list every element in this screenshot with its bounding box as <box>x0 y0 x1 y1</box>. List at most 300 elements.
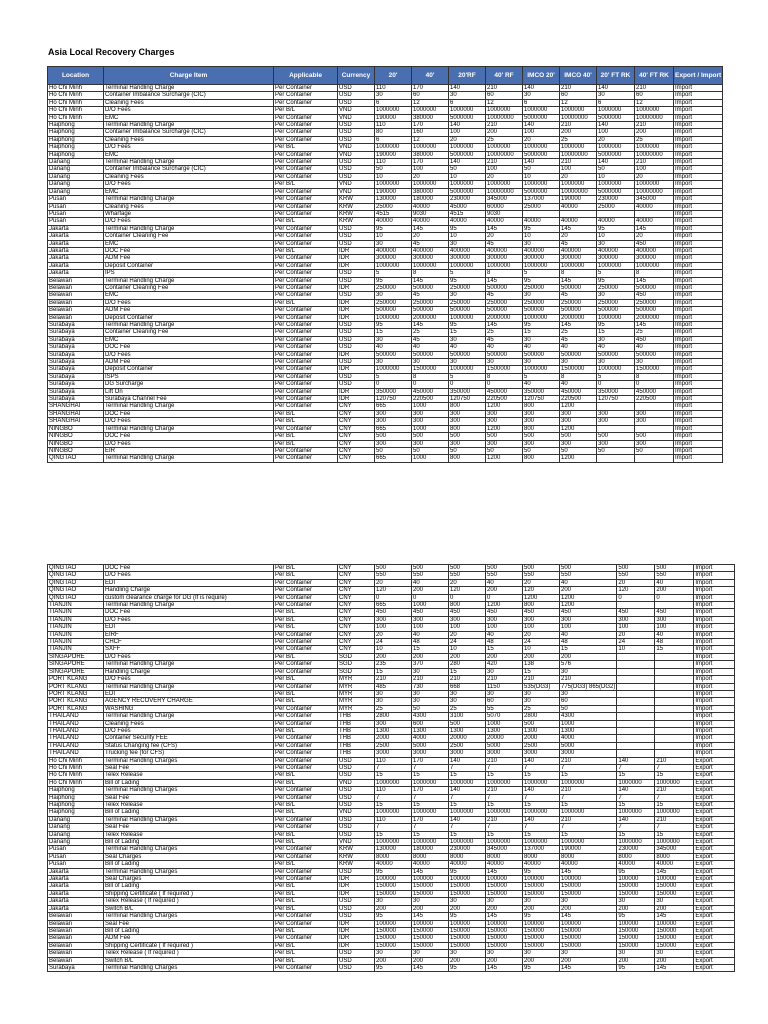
cell-applicable: Per Container <box>274 388 338 395</box>
cell-40-ft-rk: 200 <box>655 587 694 594</box>
cell-imco-20: 1300 <box>523 727 560 734</box>
cell-location: Surabaya <box>48 351 104 358</box>
cell-export-import: Import <box>694 720 735 727</box>
cell-40: 1300 <box>412 727 449 734</box>
cell-applicable: Per B/L <box>274 181 338 188</box>
cell-20-ft-rk: 10 <box>597 173 635 180</box>
cell-charge-item: EIRF <box>104 631 274 638</box>
header-imco-40: IMCO 40' <box>560 67 597 85</box>
table-row <box>48 661 735 668</box>
cell-40: 1000 <box>412 602 449 609</box>
cell-40: 30 <box>412 359 449 366</box>
cell-40rf: 500000 <box>486 284 523 291</box>
cell-currency: IDR <box>338 314 375 321</box>
cell-currency: CNY <box>338 425 375 432</box>
cell-40rf: 345000 <box>486 196 523 203</box>
cell-40-ft-rk: 15 <box>655 802 694 809</box>
cell-20-ft-rk: 300 <box>597 440 635 447</box>
cell-imco-40: 8 <box>560 270 597 277</box>
cell-charge-item: ADM Fee <box>104 935 274 942</box>
cell-20: 8000 <box>375 853 412 860</box>
cell-currency: USD <box>338 913 375 920</box>
cell-location: Surabaya <box>48 359 104 366</box>
cell-location: QINGTAO <box>48 572 104 579</box>
cell-charge-item: Telex Release ( If required ) <box>104 898 274 905</box>
cell-currency: CNY <box>338 616 375 623</box>
cell-location: Surabaya <box>48 329 104 336</box>
cell-charge-item: EDI <box>104 624 274 631</box>
cell-applicable: Per B/L <box>274 624 338 631</box>
cell-applicable: Per Container <box>274 594 338 601</box>
table-row <box>48 418 723 425</box>
cell-applicable: Per Container <box>274 188 338 195</box>
cell-applicable: Per Container <box>274 455 338 462</box>
table-row <box>48 720 735 727</box>
cell-export-import: Export <box>694 831 735 838</box>
cell-40rf: 30 <box>486 950 523 957</box>
cell-40rf: 210 <box>486 122 523 129</box>
table-row <box>48 964 735 971</box>
cell-20rf: 140 <box>449 85 486 92</box>
cell-20rf: 140 <box>449 757 486 764</box>
cell-20-ft-rk <box>597 425 635 432</box>
cell-currency: USD <box>338 173 375 180</box>
cell-imco-40: 15 <box>560 802 617 809</box>
cell-40-ft-rk: 100000 <box>655 920 694 927</box>
cell-imco-20: 5 <box>523 270 560 277</box>
cell-40-ft-rk: 100 <box>635 166 674 173</box>
cell-20rf: 140 <box>449 787 486 794</box>
cell-currency: USD <box>338 824 375 831</box>
cell-20: 20 <box>375 631 412 638</box>
cell-20rf: 20 <box>449 136 486 143</box>
cell-20-ft-rk: 450 <box>617 609 655 616</box>
cell-charge-item: Terminal Handling Charge <box>104 713 274 720</box>
cell-charge-item: CHCF <box>104 639 274 646</box>
cell-applicable: Per Container <box>274 579 338 586</box>
cell-currency: USD <box>338 277 375 284</box>
cell-20: 110 <box>375 757 412 764</box>
cell-40-ft-rk <box>655 750 694 757</box>
cell-imco-40: 1200 <box>560 425 597 432</box>
cell-40rf: 40000 <box>486 218 523 225</box>
cell-20: 300000 <box>375 255 412 262</box>
cell-40: 145 <box>412 913 449 920</box>
cell-40rf: 20000 <box>486 735 523 742</box>
cell-export-import: Import <box>674 344 723 351</box>
cell-40: 30 <box>412 898 449 905</box>
cell-imco-20: 15 <box>523 329 560 336</box>
cell-export-import: Export <box>694 772 735 779</box>
cell-applicable: Per B/L <box>274 653 338 660</box>
cell-imco-20: 1000000 <box>523 262 560 269</box>
cell-20-ft-rk: 30 <box>597 92 635 99</box>
cell-imco-40: 150000 <box>560 883 617 890</box>
table-row <box>48 646 735 653</box>
cell-applicable: Per B/L <box>274 890 338 897</box>
cell-40rf: 145 <box>486 868 523 875</box>
cell-40-ft-rk: 100000 <box>655 876 694 883</box>
cell-20: 500 <box>375 433 412 440</box>
cell-imco-40: 60 <box>560 698 617 705</box>
cell-40-ft-rk: 150000 <box>655 942 694 949</box>
cell-charge-item: D/O Fees <box>104 181 274 188</box>
cell-40rf: 30 <box>486 898 523 905</box>
cell-40: 150000 <box>412 935 449 942</box>
cell-20-ft-rk: 350000 <box>597 388 635 395</box>
cell-40-ft-rk: 145 <box>655 913 694 920</box>
table-row <box>48 876 735 883</box>
cell-20rf: 150000 <box>449 890 486 897</box>
cell-location: Danang <box>48 824 104 831</box>
cell-location: Belawan <box>48 299 104 306</box>
table-row <box>48 373 723 380</box>
cell-40: 180000 <box>412 196 449 203</box>
cell-currency: IDR <box>338 366 375 373</box>
cell-currency: USD <box>338 816 375 823</box>
cell-export-import: Export <box>694 876 735 883</box>
cell-40-ft-rk <box>635 455 674 462</box>
cell-40: 1000 <box>412 403 449 410</box>
table-body-bottom <box>48 565 735 972</box>
cell-imco-20: 140 <box>523 816 560 823</box>
cell-20: 200 <box>375 905 412 912</box>
cell-20rf: 95 <box>449 225 486 232</box>
cell-applicable: Per B/L <box>274 609 338 616</box>
cell-imco-40: 2000000 <box>560 314 597 321</box>
cell-applicable: Per Container <box>274 396 338 403</box>
cell-applicable: Per Container <box>274 757 338 764</box>
cell-currency: VND <box>338 809 375 816</box>
cell-imco-40: 1200 <box>560 594 617 601</box>
cell-currency: IDR <box>338 262 375 269</box>
cell-imco-20: 550 <box>523 572 560 579</box>
cell-40-ft-rk: 25 <box>635 329 674 336</box>
cell-imco-40: 1000000 <box>560 809 617 816</box>
cell-imco-20: 24 <box>523 639 560 646</box>
cell-20rf: 8000 <box>449 853 486 860</box>
cell-40: 400000 <box>412 247 449 254</box>
cell-currency: USD <box>338 757 375 764</box>
cell-location: Jakarta <box>48 868 104 875</box>
cell-40-ft-rk <box>655 713 694 720</box>
cell-imco-40: 40 <box>560 579 617 586</box>
cell-location: Surabaya <box>48 322 104 329</box>
cell-20: 1000000 <box>375 144 412 151</box>
table-row <box>48 735 735 742</box>
cell-applicable: Per B/L <box>274 772 338 779</box>
cell-charge-item: Terminal Handling Charges <box>104 913 274 920</box>
cell-applicable: Per Container <box>274 359 338 366</box>
table-row <box>48 366 723 373</box>
cell-20rf: 95 <box>449 964 486 971</box>
cell-imco-40: 1000000 <box>560 262 597 269</box>
cell-export-import: Import <box>674 99 723 106</box>
cell-export-import: Import <box>674 92 723 99</box>
cell-export-import: Export <box>694 950 735 957</box>
cell-export-import: Import <box>674 136 723 143</box>
cell-20-ft-rk: 20 <box>617 631 655 638</box>
cell-40rf: 150000 <box>486 890 523 897</box>
cell-imco-40: 145 <box>560 277 597 284</box>
cell-20-ft-rk: 1000000 <box>597 314 635 321</box>
cell-20: 110 <box>375 122 412 129</box>
cell-20: 30 <box>375 92 412 99</box>
cell-imco-20: 200 <box>523 905 560 912</box>
cell-20: 150000 <box>375 890 412 897</box>
cell-40-ft-rk: 40 <box>655 579 694 586</box>
cell-20rf: 100 <box>449 129 486 136</box>
cell-40-ft-rk <box>635 425 674 432</box>
cell-applicable: Per B/L <box>274 299 338 306</box>
cell-20-ft-rk: 140 <box>617 816 655 823</box>
cell-currency: IDR <box>338 388 375 395</box>
cell-40-ft-rk: 25 <box>635 136 674 143</box>
cell-20rf: 5 <box>449 270 486 277</box>
cell-20-ft-rk: 5000000 <box>597 151 635 158</box>
cell-export-import: Export <box>694 794 735 801</box>
cell-20: 110 <box>375 816 412 823</box>
cell-20: 1000000 <box>375 314 412 321</box>
cell-location: QINGTAO <box>48 455 104 462</box>
table-row <box>48 344 723 351</box>
cell-imco-20: 2800 <box>523 713 560 720</box>
cell-40: 220500 <box>412 396 449 403</box>
cell-40rf: 210 <box>486 757 523 764</box>
cell-40rf: 150000 <box>486 942 523 949</box>
cell-20-ft-rk: 7 <box>617 824 655 831</box>
cell-location: Ho Chi Minh <box>48 85 104 92</box>
cell-charge-item: Bill of Lading <box>104 809 274 816</box>
cell-charge-item: DOC Fee <box>104 565 274 572</box>
cell-charge-item: Cleaning Fees <box>104 173 274 180</box>
cell-location: Belawan <box>48 927 104 934</box>
cell-40rf: 500000 <box>486 307 523 314</box>
cell-imco-40: 150000 <box>560 935 617 942</box>
cell-20: 300 <box>375 410 412 417</box>
cell-charge-item: Container Cleaning Fee <box>104 284 274 291</box>
cell-20-ft-rk <box>617 713 655 720</box>
table-row <box>48 159 723 166</box>
table-row <box>48 750 735 757</box>
table-row <box>48 181 723 188</box>
cell-applicable: Per Container <box>274 166 338 173</box>
cell-export-import: Import <box>674 381 723 388</box>
cell-applicable: Per Container <box>274 151 338 158</box>
cell-export-import: Import <box>694 579 735 586</box>
cell-imco-20: 5 <box>523 373 560 380</box>
cell-imco-40: 200 <box>560 587 617 594</box>
cell-20-ft-rk: 40000 <box>617 861 655 868</box>
cell-40rf: 40 <box>486 631 523 638</box>
cell-imco-20: 1000000 <box>523 144 560 151</box>
cell-export-import: Import <box>674 270 723 277</box>
cell-charge-item: Container Security FEE <box>104 735 274 742</box>
cell-currency: USD <box>338 802 375 809</box>
cell-currency: IDR <box>338 307 375 314</box>
cell-20-ft-rk: 30 <box>597 240 635 247</box>
cell-40: 7 <box>412 794 449 801</box>
cell-20-ft-rk: 140 <box>617 787 655 794</box>
cell-location: Haiphong <box>48 809 104 816</box>
cell-imco-20: 25 <box>523 705 560 712</box>
cell-charge-item: Deposit Container <box>104 366 274 373</box>
cell-imco-20: 30 <box>523 92 560 99</box>
cell-currency: USD <box>338 240 375 247</box>
cell-20rf: 140 <box>449 816 486 823</box>
cell-40: 1500000 <box>412 366 449 373</box>
cell-20rf: 1000000 <box>449 107 486 114</box>
cell-40rf: 25 <box>486 136 523 143</box>
table-row <box>48 277 723 284</box>
cell-40rf: 300 <box>486 616 523 623</box>
cell-40rf: 550 <box>486 572 523 579</box>
table-row <box>48 85 723 92</box>
cell-location: Haiphong <box>48 136 104 143</box>
cell-currency: CNY <box>338 639 375 646</box>
cell-imco-20: 3000 <box>523 750 560 757</box>
table-row <box>48 579 735 586</box>
cell-imco-20: 1000000 <box>523 314 560 321</box>
cell-20-ft-rk <box>617 750 655 757</box>
cell-currency: USD <box>338 225 375 232</box>
cell-applicable: Per Container <box>274 114 338 121</box>
cell-20-ft-rk: 95 <box>617 868 655 875</box>
cell-currency: CNY <box>338 602 375 609</box>
cell-20-ft-rk: 1000000 <box>597 144 635 151</box>
cell-applicable: Per Container <box>274 270 338 277</box>
cell-charge-item: DOC Fee <box>104 609 274 616</box>
cell-40: 200 <box>412 587 449 594</box>
cell-40rf: 55 <box>486 705 523 712</box>
cell-currency: THB <box>338 750 375 757</box>
cell-40-ft-rk: 30 <box>655 898 694 905</box>
cell-20rf: 1000000 <box>449 366 486 373</box>
cell-currency: IDR <box>338 284 375 291</box>
cell-40-ft-rk: 60 <box>635 92 674 99</box>
cell-applicable: Per Container <box>274 735 338 742</box>
cell-20: 150000 <box>375 935 412 942</box>
cell-location: THAILAND <box>48 720 104 727</box>
cell-40: 40 <box>412 579 449 586</box>
cell-imco-20: 500 <box>523 565 560 572</box>
cell-charge-item: Terminal Handling Charge <box>104 661 274 668</box>
table-row <box>48 572 735 579</box>
cell-imco-20: 15 <box>523 668 560 675</box>
cell-applicable: Per Container <box>274 705 338 712</box>
cell-currency: VND <box>338 151 375 158</box>
cell-40: 380000 <box>412 151 449 158</box>
cell-location: SINGAPORE <box>48 661 104 668</box>
cell-export-import: Export <box>694 809 735 816</box>
cell-40: 30 <box>412 690 449 697</box>
cell-40: 2000000 <box>412 314 449 321</box>
cell-location: Pusan <box>48 853 104 860</box>
cell-export-import: Import <box>694 713 735 720</box>
cell-20-ft-rk: 30 <box>597 359 635 366</box>
cell-export-import: Import <box>694 750 735 757</box>
cell-currency: USD <box>338 794 375 801</box>
cell-charge-item: DOC Fee <box>104 410 274 417</box>
cell-40-ft-rk: 200 <box>655 905 694 912</box>
cell-imco-20: 15 <box>523 802 560 809</box>
cell-40-ft-rk: 200 <box>635 129 674 136</box>
cell-export-import: Import <box>694 705 735 712</box>
cell-40-ft-rk: 210 <box>655 787 694 794</box>
cell-imco-40: 50 <box>560 447 597 454</box>
cell-charge-item: Terminal Handling Charge <box>104 683 274 690</box>
cell-40-ft-rk: 15 <box>655 646 694 653</box>
cell-charge-item: Terminal Handling Charges <box>104 757 274 764</box>
cell-40rf: 10000000 <box>486 114 523 121</box>
cell-imco-20: 30 <box>523 240 560 247</box>
cell-imco-40: 20 <box>560 233 597 240</box>
cell-applicable: Per B/L <box>274 809 338 816</box>
cell-export-import: Import <box>694 683 735 690</box>
table-row <box>48 210 723 217</box>
cell-applicable: Per Container <box>274 720 338 727</box>
table-row <box>48 381 723 388</box>
cell-imco-40: 210 <box>560 676 617 683</box>
cell-location: Ho Chi Minh <box>48 99 104 106</box>
cell-40: 48 <box>412 639 449 646</box>
cell-applicable: Per Container <box>274 277 338 284</box>
table-row <box>48 455 723 462</box>
cell-currency: KRW <box>338 218 375 225</box>
cell-20rf: 30 <box>449 336 486 343</box>
cell-applicable: Per Container <box>274 668 338 675</box>
cell-imco-40: 40000 <box>560 861 617 868</box>
cell-imco-40: 145 <box>560 868 617 875</box>
cell-imco-20: 250000 <box>523 284 560 291</box>
cell-20-ft-rk <box>617 602 655 609</box>
cell-export-import: Export <box>694 957 735 964</box>
cell-imco-40: 450000 <box>560 388 597 395</box>
cell-20: 500 <box>375 565 412 572</box>
cell-20rf: 6 <box>449 99 486 106</box>
table-row <box>48 122 723 129</box>
cell-40-ft-rk: 7 <box>655 794 694 801</box>
cell-charge-item: Terminal Handling Charge <box>104 85 274 92</box>
cell-40-ft-rk: 8 <box>635 270 674 277</box>
cell-location: PORT KLANG <box>48 698 104 705</box>
cell-20: 3000 <box>375 750 412 757</box>
cell-location: Jakarta <box>48 225 104 232</box>
cell-40rf: 1150 <box>486 683 523 690</box>
cell-40-ft-rk: 345000 <box>635 196 674 203</box>
cell-40rf: 50 <box>486 447 523 454</box>
cell-currency: SGD <box>338 653 375 660</box>
header-20rf: 20'RF <box>449 67 486 85</box>
cell-20-ft-rk <box>617 727 655 734</box>
cell-imco-20: 30 <box>523 698 560 705</box>
cell-export-import: Import <box>694 742 735 749</box>
cell-20rf: 30 <box>449 92 486 99</box>
cell-location: Danang <box>48 816 104 823</box>
cell-20: 190000 <box>375 114 412 121</box>
cell-20-ft-rk: 5 <box>597 270 635 277</box>
cell-charge-item: EMC <box>104 188 274 195</box>
cell-40rf: 100 <box>486 166 523 173</box>
cell-applicable: Per Container <box>274 920 338 927</box>
cell-imco-40: 10000000 <box>560 151 597 158</box>
cell-40: 12 <box>412 99 449 106</box>
cell-20rf: 150000 <box>449 927 486 934</box>
cell-40rf: 210 <box>486 676 523 683</box>
cell-20rf: 800 <box>449 403 486 410</box>
table-row <box>48 950 735 957</box>
cell-export-import: Export <box>694 816 735 823</box>
